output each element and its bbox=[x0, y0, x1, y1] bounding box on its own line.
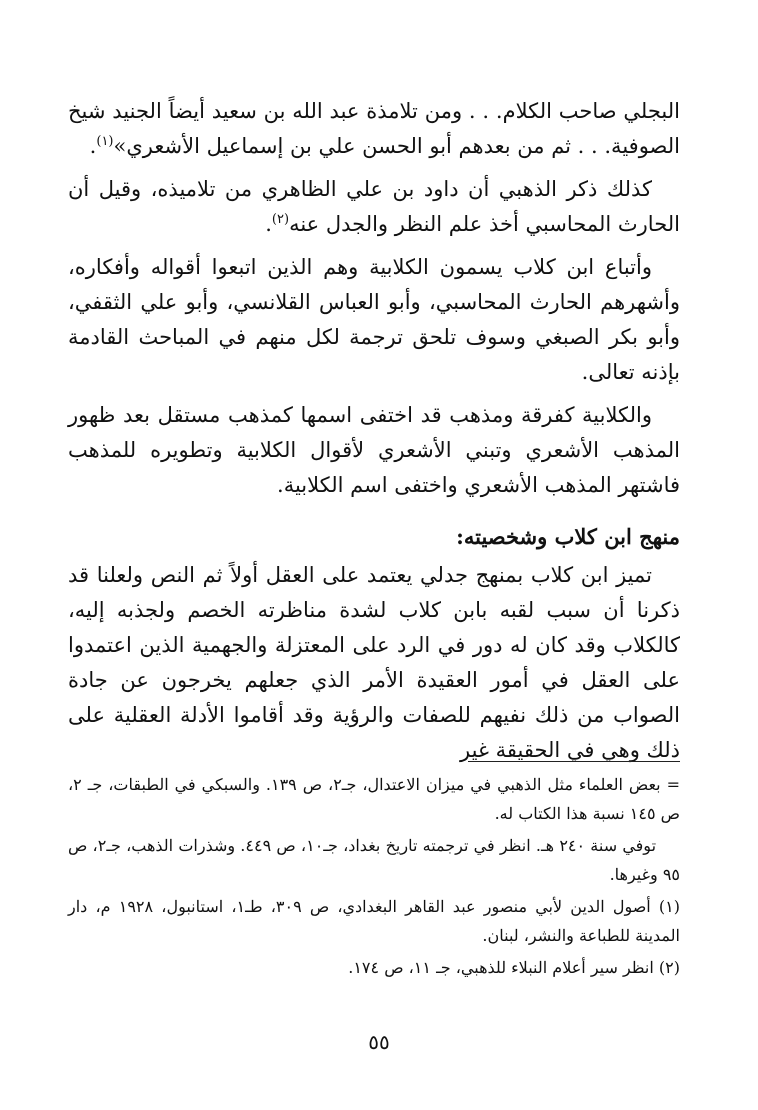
paragraph-2-text: كذلك ذكر الذهبي أن داود بن علي الظاهري من تلاميذه، وقيل أن الحارث المحاسبي أخذ علم النظر والجدل عنه bbox=[68, 177, 680, 236]
paragraph-3: وأتباع ابن كلاب يسمون الكلابية وهم الذين اتبعوا أقواله وأفكاره، وأشهرهم الحارث المحاسبي، وأبو العباس القلانسي، وأبو علي الثقفي، وأبو بكر الصبغي وسوف تلحق ترجمة لكل منهم في المباحث القادمة بإذنه تعالى. bbox=[68, 255, 680, 384]
footnote-1: (١) أصول الدين لأبي منصور عبد القاهر البغدادي، ص ٣٠٩، طـ١، استانبول، ١٩٢٨ م، دار المدينة للطباعة والنشر، لبنان. bbox=[68, 897, 681, 945]
footnote-2: (٢) انظر سير أعلام النبلاء للذهبي، جـ ١١، ص ١٧٤. bbox=[348, 958, 680, 977]
paragraph-2-end: . bbox=[265, 212, 272, 236]
paragraph-4: والكلابية كفرقة ومذهب قد اختفى اسمها كمذهب مستقل بعد ظهور المذهب الأشعري وتبني الأشعري لأقوال الكلابية وتطويره للمذهب فاشتهر المذهب الأشعري واختفى اسم الكلابية. bbox=[68, 403, 680, 497]
footnote-ref-1: (١) bbox=[96, 134, 114, 149]
page-number: ٥٥ bbox=[368, 1030, 390, 1054]
section-heading: منهج ابن كلاب وشخصيته: bbox=[456, 524, 680, 549]
main-text bbox=[68, 94, 680, 776]
footnote-death-note: توفي سنة ٢٤٠ هـ. انظر في ترجمته تاريخ بغداد، جـ١٠، ص ٤٤٩. وشذرات الذهب، جـ٢، ص ٩٥ وغيرها. bbox=[68, 836, 680, 884]
paragraph-1 bbox=[68, 94, 680, 164]
paragraph-5: تميز ابن كلاب بمنهج جدلي يعتمد على العقل أولاً ثم النص ولعلنا قد ذكرنا أن سبب لقبه بابن كلاب لشدة مناظرته الخصم ولجذبه إليه، كالكلاب وقد كان له دور في الرد على المعتزلة والجهمية الذين اعتمدوا على العقل في أمور العقيدة الأمر الذي جعلهم يخرجون عن جادة الصواب من ذلك نفيهم للصفات والرؤية وقد أقاموا الأدلة العقلية على ذلك وهي في الحقيقة غير bbox=[68, 563, 680, 762]
footnote-ref-2: (٢) bbox=[271, 212, 290, 227]
paragraph-1-text: البجلي صاحب الكلام. . . ومن تلامذة عبد الله بن سعيد أيضاً الجنيد شيخ الصوفية. . . ثم من بعدهم أبو الحسن علي بن إسماعيل الأشعري» bbox=[68, 99, 680, 158]
footnote-divider bbox=[468, 761, 680, 762]
footnotes bbox=[68, 770, 680, 985]
paragraph-1-end: . bbox=[89, 134, 97, 158]
footnote-continuation: = بعض العلماء مثل الذهبي في ميزان الاعتدال، جـ٢، ص ١٣٩. والسبكي في الطبقات، جـ ٢، ص ١٤٥ نسبة هذا الكتاب له. bbox=[68, 775, 680, 823]
paragraph-2 bbox=[68, 172, 680, 242]
